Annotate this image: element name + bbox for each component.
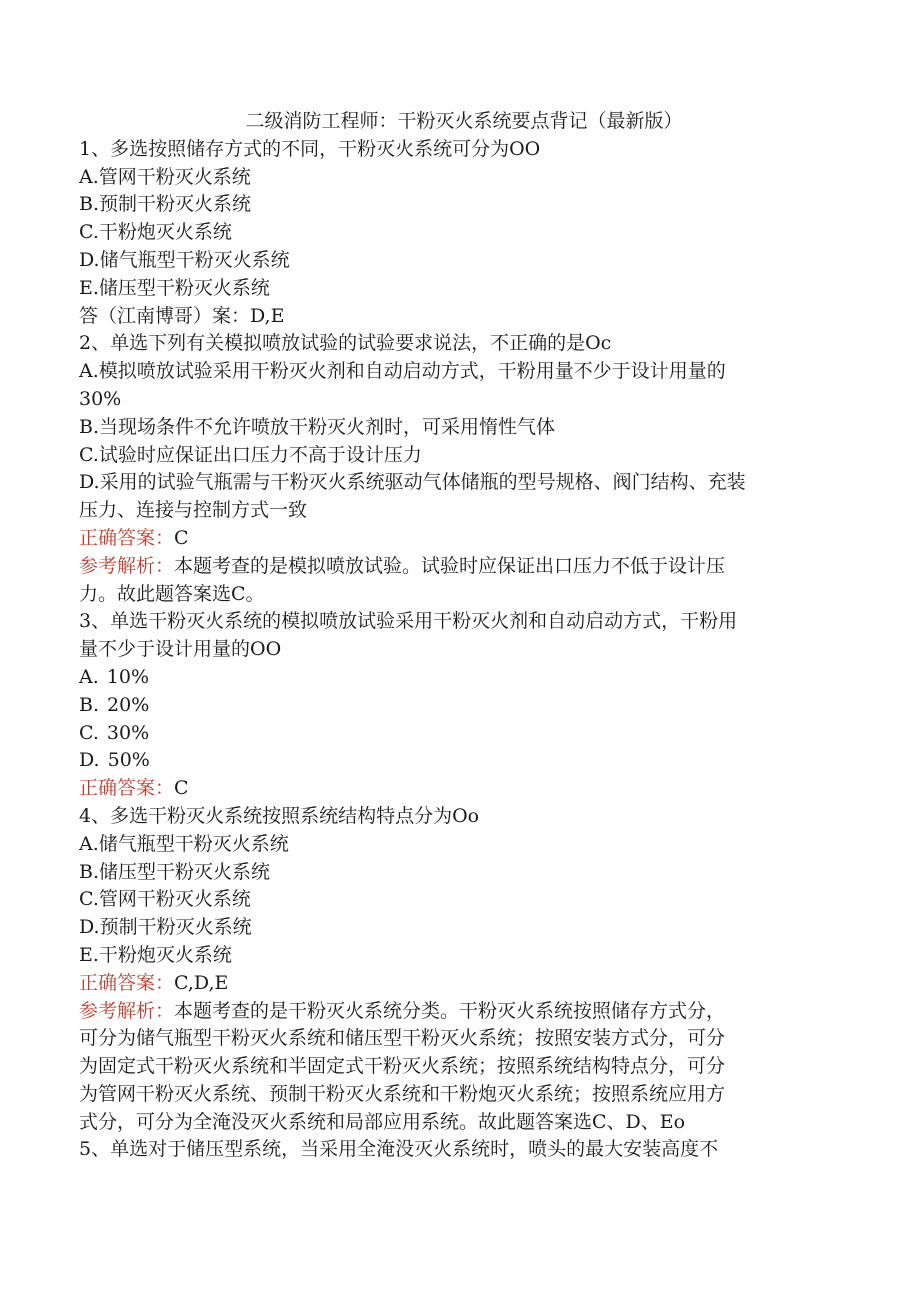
question-4-option-b: B.储压型干粉灭火系统 bbox=[79, 860, 271, 883]
question-3-answer bbox=[79, 775, 839, 803]
question-2-answer bbox=[79, 525, 839, 553]
question-4-analysis-line-4: 为管网干粉灭火系统、预制干粉灭火系统和干粉炮灭火系统；按照系统应用方 bbox=[79, 1082, 726, 1105]
answer-label: 正确答案： bbox=[79, 526, 175, 549]
question-4-option-e: E.干粉炮灭火系统 bbox=[79, 943, 232, 966]
question-1-option-d: D.储气瓶型干粉灭火系统 bbox=[79, 248, 290, 271]
question-1-option-b: B.预制干粉灭火系统 bbox=[79, 193, 252, 216]
question-1-answer: 答（江南博哥）案：D,E bbox=[79, 304, 285, 327]
option-value: 20% bbox=[107, 693, 150, 716]
answer-label: 正确答案： bbox=[79, 777, 175, 800]
question-3-option-d bbox=[79, 747, 839, 775]
question-4-option-c: C.管网干粉灭火系统 bbox=[79, 888, 251, 911]
option-letter: C. bbox=[79, 721, 99, 744]
question-4-analysis bbox=[79, 998, 839, 1026]
question-2-option-a-continued: 30% bbox=[79, 387, 122, 410]
question-1-option-a: A.管网干粉灭火系统 bbox=[79, 165, 251, 188]
analysis-label: 参考解析： bbox=[79, 999, 175, 1022]
question-2-analysis-continued: 力。故此题答案选C。 bbox=[79, 582, 265, 605]
question-4-analysis-line-2: 可分为储气瓶型干粉灭火系统和储压型干粉灭火系统；按照安装方式分，可分 bbox=[79, 1027, 726, 1050]
question-4-stem: 4、多选干粉灭火系统按照系统结构特点分为Oo bbox=[79, 804, 480, 827]
question-4-option-d: D.预制干粉灭火系统 bbox=[79, 916, 252, 939]
question-2-option-d-continued: 压力、连接与控制方式一致 bbox=[79, 499, 308, 522]
question-2-option-b: B.当现场条件不允许喷放干粉灭火剂时，可采用惰性气体 bbox=[79, 415, 556, 438]
question-4-analysis-line-3: 为固定式干粉灭火系统和半固定式干粉灭火系统；按照系统结构特点分，可分 bbox=[79, 1055, 726, 1078]
question-3-option-c bbox=[79, 720, 839, 748]
option-letter: A. bbox=[79, 665, 99, 688]
question-1-option-c: C.干粉炮灭火系统 bbox=[79, 221, 232, 244]
question-1-stem: 1、多选按照储存方式的不同，干粉灭火系统可分为OO bbox=[79, 137, 541, 160]
question-2-stem: 2、单选下列有关模拟喷放试验的试验要求说法，不正确的是Oc bbox=[79, 332, 612, 355]
question-2-option-c: C.试验时应保证出口压力不高于设计压力 bbox=[79, 443, 422, 466]
question-3-stem-continued: 量不少于设计用量的OO bbox=[79, 638, 282, 661]
question-2-option-a: A.模拟喷放试验采用干粉灭火剂和自动启动方式，干粉用量不少于设计用量的 bbox=[79, 360, 726, 383]
answer-value: C,D,E bbox=[174, 971, 229, 994]
option-value: 10% bbox=[106, 665, 149, 688]
page-title: 二级消防工程师：干粉灭火系统要点背记（最新版） bbox=[245, 110, 683, 132]
option-value: 50% bbox=[107, 749, 150, 772]
question-4-option-a: A.储气瓶型干粉灭火系统 bbox=[79, 832, 289, 855]
answer-value: C bbox=[174, 526, 189, 549]
analysis-label: 参考解析： bbox=[79, 554, 175, 577]
option-letter: B. bbox=[79, 693, 100, 716]
option-letter: D. bbox=[79, 749, 100, 772]
analysis-text: 本题考查的是模拟喷放试验。试验时应保证出口压力不低于设计压 bbox=[174, 554, 726, 577]
analysis-text: 本题考查的是干粉灭火系统分类。干粉灭火系统按照储存方式分， bbox=[174, 999, 726, 1022]
option-value: 30% bbox=[106, 721, 150, 744]
question-2-option-d: D.采用的试验气瓶需与干粉灭火系统驱动气体储瓶的型号规格、阀门结构、充装 bbox=[79, 471, 746, 494]
question-4-answer bbox=[79, 970, 839, 998]
document-page bbox=[79, 108, 839, 1164]
answer-value: C bbox=[174, 777, 189, 800]
answer-label: 正确答案： bbox=[79, 971, 175, 994]
question-4-analysis-line-5: 式分，可分为全淹没灭火系统和局部应用系统。故此题答案选C、D、Eo bbox=[79, 1110, 686, 1133]
question-3-option-a bbox=[79, 664, 839, 692]
question-2-analysis bbox=[79, 553, 839, 581]
question-3-option-b bbox=[79, 692, 839, 720]
question-3-stem: 3、单选干粉灭火系统的模拟喷放试验采用干粉灭火剂和自动启动方式，干粉用 bbox=[79, 610, 738, 633]
question-1-option-e: E.储压型干粉灭火系统 bbox=[79, 276, 270, 299]
question-5-stem: 5、单选对于储压型系统，当采用全淹没灭火系统时，喷头的最大安装高度不 bbox=[79, 1138, 719, 1161]
